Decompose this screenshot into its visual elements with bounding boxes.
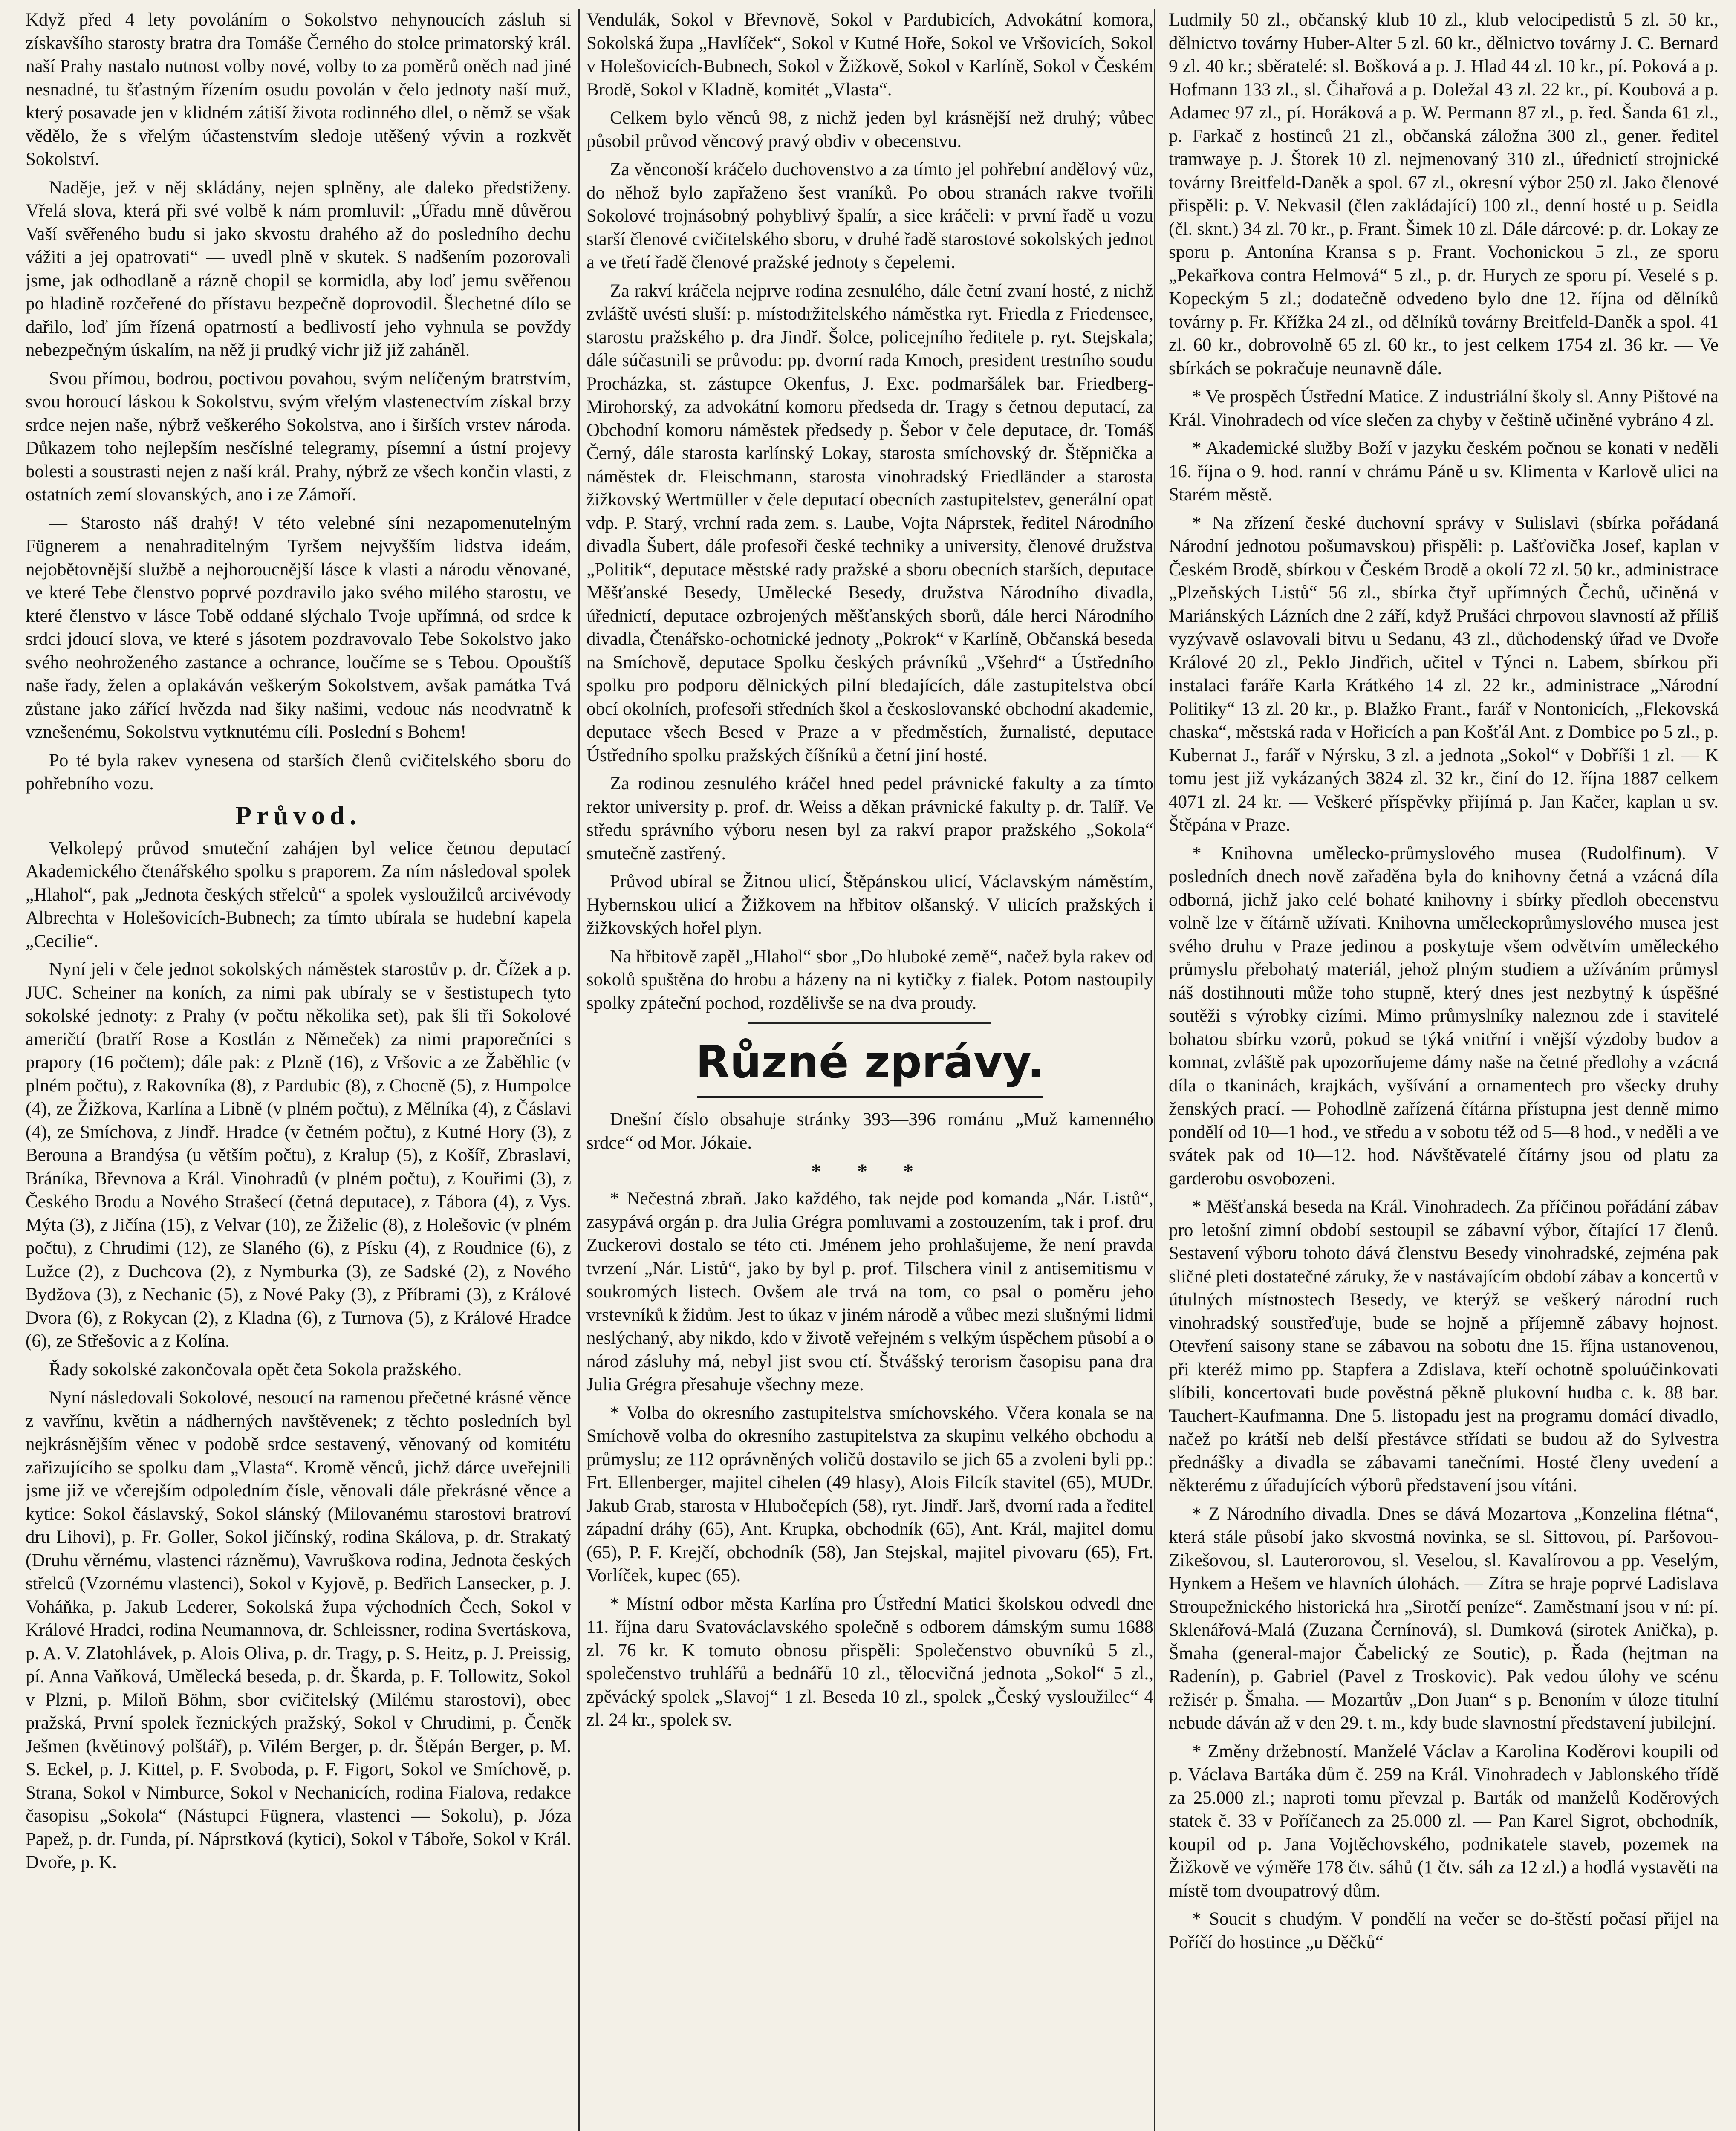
article-paragraph: Za věnconoší kráčelo duchovenstvo a za tímto jel pohřební andělový vůz, do něhož bylo zapřaženo šest vraníků. Po obou stranách rakve tvořili Sokolové trojnásobný pohyblivý špalír, a sice kráčeli: v první řadě u vozu starší členové cvičitelského sboru, v druhé řadě starostové sokolských jednot a ve třetí řadě členové pražské jednoty s čepelemi. [586,159,1153,272]
section-heading-ruzne-zpravy: Různé zprávy. [696,1036,1044,1088]
news-item: * Soucit s chudým. V pondělí na večer se do-štěstí počasí přijel na Poříčí do hostince „u Děčků“ [1169,1909,1719,1952]
article-paragraph: Vendulák, Sokol v Břevnově, Sokol v Pardubicích, Advokátní komora, Sokolská župa „Havlíček“, Sokol v Kutné Hoře, Sokol ve Vršovicích, Sokol v Holešovicích-Bubnech, Sokol v Žižkově, Sokol v Karlíně, Sokol v Českém Brodě, Sokol v Kladně, komitét „Vlasta“. [586,10,1153,100]
article-paragraph: Průvod ubíral se Žitnou ulicí, Štěpánskou ulicí, Václavským náměstím, Hybernskou ulicí a Žižkovem na hřbitov olšanský. V ulicích pražských i žižkovských hořel plyn. [586,872,1153,938]
article-paragraph: Naděje, jež v něj skládány, nejen splněny, ale daleko předstiženy. Vřelá slova, která při své volbě k nám promluvil: „Úřadu mně důvěrou Vaší svěřeného budu si jako skvostu drahého až do posledního dechu vážiti a jej opatrovati“ — uvedl plně v skutek. S nadšením pozorovali jsme, jak odhodlaně a rázně chopil se kormidla, aby loď jemu svěřenou po hladině rozčeřené do přístavu bezpečně doprovodil. Šlechetné dílo se dařilo, loď jím řízená opatrností a bedlivostí jeho vyhnula se povždy nebezpečným úskalím, na něž ji prudký vichr již již zaháněl. [26,177,571,360]
article-paragraph: Velkolepý průvod smuteční zahájen byl velice četnou deputací Akademického čtenářského spolku s praporem. Za ním následoval spolek „Hlahol“, pak „Jednota českých střelců“ a spolek vysloužilců arcivévody Albrechta v Holešovicích-Bubnech; za tímto ubírala se hudební kapela „Cecilie“. [26,838,571,951]
news-item: * Měšťanská beseda na Král. Vinohradech. Za příčinou pořádání zábav pro letošní zimní období sestoupil se zábavní výbor, čítající 17 členů. Sestavení výboru tohoto dává členstvu Besedy vinohradské, zejména pak sličné pleti dostatečné záruky, že v nastávajícím období zábav a koncertů v útulných místnostech Besedy, ve kterýž se veškerý národní ruch vinohradský soustřeďuje, bude se hojně a příjemně zábavy hojnost. Otevření saisony stane se zábavou na sobotu dne 15. října ustanovenou, při kteréž mimo pp. Stapfera a Zdislava, kteří ochotně spoluúčinkovati slíbili, koncertovati bude pověstná pěkně plukovní hudba c. k. 88 bar. Tauchert-Kaufmanna. Dne 5. listopadu jest na programu domácí divadlo, načež po krátší neb delší přestávce střídati se budou až do Sylvestra přednášky a divadla se zábavami tanečními. Hosté členy uvedení a některému z úřadujících výborů představení jsou vítáni. [1169,1197,1719,1496]
news-item: * Na zřízení české duchovní správy v Sulislavi (sbírka pořádaná Národní jednotou pošumavskou) přispěli: p. Lašťovička Josef, kaplan v Českém Brodě, sbírkou v Českém Brodě a okolí 72 zl. 50 kr., administrace „Plzeňských Listů“ 56 zl., sbírka čtyř upřímných Čechů, učiněná v Mariánských Lázních dne 2 září, když Prušáci chrpovou slavností až příliš vyzývavě oslavovali bitvu u Sedanu, 43 zl., důchodenský úřad ve Dvoře Králové 20 zl., Peklo Jindřich, učitel v Týnci n. Labem, sbírkou při instalaci faráře Karla Krátkého 14 zl. 22 kr., administrace „Národní Politiky“ 13 zl. 20 kr., p. Blažko Frant., farář v Nontonicích, „Flekovská chaska“, městská rada v Hořicích a pan Košťál Ant. z Dombice po 5 zl., p. Kubernat J., farář v Nýrsku, 3 zl. a jednota „Sokol“ v Dobříši 1 zl. — K tomu jest již vykázaných 3824 zl. 32 kr., činí do 12. října 1887 celkem 4071 zl. 24 kr. — Veškeré příspěvky přijímá p. Jan Kačer, kaplan u sv. Štěpána v Praze. [1169,513,1719,835]
intro-paragraph: Dnešní číslo obsahuje stránky 393—396 románu „Muž kamenného srdce“ od Mor. Jókaie. [586,1109,1153,1153]
news-item: Ludmily 50 zl., občanský klub 10 zl., klub velocipedistů 5 zl. 50 kr., dělnictvo továrny Huber-Alter 5 zl. 60 kr., dělnictvo továrny J. C. Bernard 9 zl. 40 kr.; sběratelé: sl. Bošková a p. J. Hlad 44 zl. 10 kr., pí. Poková a p. Hofmann 133 zl., sl. Čihařová a p. Doležal 43 zl. 22 kr., pí. Koubová a p. Adamec 97 zl., pí. Horáková a p. W. Permann 87 zl., p. řed. Šanda 61 zl., p. Farkač z hostinců 21 zl., občanská záložna 300 zl., gener. ředitel tramwaye p. J. Štorek 10 zl. nejmenovaný 310 zl., úřednictí strojnické továrny Breitfeld-Daněk a spol. 67 zl., okresní výbor 250 zl. Jako členové přispěli: p. V. Nekvasil (člen zakládající) 100 zl., denní hosté u p. Seidla (čl. sknt.) 34 zl. 70 kr., p. Frant. Šimek 10 zl. Dále dárcové: p. dr. Lokay ze sporu p. Antonína Kransa s p. Frant. Vochonickou 5 zl., ze sporu „Pekařkova contra Helmová“ 5 zl., p. dr. Hurych ze sporu pí. Veselé s p. Kopeckým 5 zl.; dodatečně odvedeno bylo dne 12. října od dělníků továrny p. Fr. Křížka 24 zl., od dělníků továrny Breitfeld-Daněk a spol. 41 zl. 60 kr., dobrovolně 65 zl. 60 kr., to jest celkem 1754 zl. 36 kr. — Ve sbírkách se pokračuje neunavně dále. [1169,10,1719,378]
section-heading: Průvod. [235,801,361,830]
column-2 [586,9,1153,2131]
article-paragraph: Nyní následovali Sokolové, nesoucí na ramenou přečetné krásné věnce z vavřínu, květin a nádherných navštěvenek; z těchto posledních byl nejkrásnějším věnec v podobě srdce sestavený, věnovaný od komitétu zařizujícího se spolku dam „Vlasta“. Kromě věnců, jichž dárce uveřejnili jsme již ve včerejším odpoledním čísle, věnovali dále překrásné věnce a kytice: Sokol čáslavský, Sokol slánský (Milovanému starostovi bratroví dru Lihovi), p. Fr. Goller, Sokol jičínský, rodina Skálova, p. dr. Strakatý (Druhu věrnému, vlastenci rázněmu), Vavruškova rodina, Jednota českých střelců (Vzornému vlastenci), Sokol v Kyjově, p. Bedřich Lansecker, p. J. Voháňka, p. Jakub Lederer, Sokolská župa východních Čech, Sokol v Králové Hradci, rodina Neumannova, dr. Schleissner, rodina Svertáskova, p. A. V. Zlatohlávek, p. Alois Oliva, p. dr. Tragy, p. S. Heitz, p. J. Preissig, pí. Anna Vaňková, Umělecká beseda, p. dr. Škarda, p. F. Tollowitz, Sokol v Plzni, p. Miloň Böhm, sbor cvičitelský (Milému starostovi), obec pražská, První spolek řeznických pražský, Sokol v Chrudimi, p. Čeněk Ješmen (květinový polštář), p. Vilém Berger, p. dr. Štěpán Berger, p. M. S. Eckel, p. J. Kittel, p. F. Svoboda, p. F. Figort, Sokol ve Smíchově, p. Strana, Sokol v Nimburce, Sokol v Nechanicích, rodina Fialova, redakce časopisu „Sokola“ (Nástupci Fügnera, vlastenci — Sokolu), p. Józa Papež, p. dr. Funda, pí. Náprstková (kytici), Sokol v Táboře, Sokol v Král. Dvoře, p. K. [26,1388,571,1872]
article-paragraph: Za rakví kráčela nejprve rodina zesnulého, dále četní zvaní hosté, z nichž zvláště uvésti sluší: p. místodržitelského náměstka ryt. Friedla z Friedensee, starostu pražského p. dra Jindř. Šolce, policejního ředitele p. ryt. Stejskala; dále súčastnili se průvodu: pp. dvorní rada Kmoch, president trestního soudu Procházka, st. zástupce Okenfus, J. Exc. podmaršálek bar. Friedberg-Mirohorský, za advokátní komoru předseda dr. Tragy s četnou deputací, za Obchodní komoru náměstek předsedy p. Šebor v čele deputace, dr. Tomáš Černý, dále starosta karlínský Lokay, starosta smíchovský dr. Štěpnička a náměstek dr. Fleischmann, starosta vinohradský Friedländer a starosta žižkovský Wertmüller v čele deputací obecních zastupitelstev, generální opat vdp. P. Starý, vrchní rada zem. s. Laube, Vojta Náprstek, ředitel Národního divadla Šubert, dále profesoři české techniky a university, členové družstva „Politik“, deputace městské rady pražské a sboru obecních starších, deputace Měšťanské Besedy, Umělecké Besedy, družstva Národního divadla, úřednictí, deputace ozbrojených měšťanských sborů, dále herci Národního divadla, Čtenářsko-ochotnické jednoty „Pokrok“ v Karlíně, Občanská beseda na Smíchově, deputace Spolku českých právníků „Všehrd“ a Ústředního spolku pro podporu dělnických pilní bledajících, dále zastupitelstva obcí obcí okolních, profesoři středních škol a českoslovanské obchodní akademie, deputace všech Besed v Praze a v předměstích, žurnalisté, deputace Ústředního spolku pražských číšníků a četní jiní hosté. [586,280,1153,765]
article-paragraph: Když před 4 lety povoláním o Sokolstvo nehynoucích zásluh si získavšího starosty bratra dra Tomáše Černého do stolce primatorský král. naší Prahy nastalo nutnost volby nové, volby to za poměrů oněch nad jiné nesnadné, tu šťastným řízením osudu povolán v čelo jednoty naší muž, který posavade jen v klidném zátiší života rodinného dlel, o němž se však vědělo, že s vřelým účastenstvím sledoje utěšený vývin a rozkvět Sokolství. [26,10,571,169]
news-item: * Nečestná zbraň. Jako každého, tak nejde pod komanda „Nár. Listů“, zasypává orgán p. dra Julia Grégra pomluvami a zostouzením, tak i prof. dru Zuckerovi dostalo se této cti. Jménem jeho prohlašujeme, že není pravda tvrzení „Nár. Listů“, jako by byl p. prof. Tilschera vinil z antisemitismu v soukromých listech. Ovšem ale trvá na tom, co psal o poměru jeho vrstevníků k židům. Jest to úkaz v jiném národě a vůbec mezi slušnými lidmi neslýchaný, aby nikdo, kdo v životě veřejném s velkým úspěchem působí a o národ zásluhy má, nebyl jist svou ctí. Štvášský terorism časopisu pana dra Julia Grégra přesahuje všechny meze. [586,1189,1153,1395]
separator-rule [748,1022,991,1024]
news-item: * Místní odbor města Karlína pro Ústřední Matici školskou odvedl dne 11. října daru Svatováclavského společně s odborem dámským sumu 1688 zl. 76 kr. K tomuto obnosu přispěli: Společenstvo obuvníků 5 zl., společenstvo truhlářů a bednářů 10 zl., tělocvičná jednota „Sokol“ 5 zl., zpěvácký spolek „Slavoj“ 1 zl. Beseda 10 zl., spolek „Český vysloužilec“ 4 zl. 24 kr., spolek sv. [586,1594,1153,1730]
news-item: * Z Národního divadla. Dnes se dává Mozartova „Konzelina flétna“, která stále působí jako skvostná novinka, se sl. Sittovou, pí. Paršovou-Zikešovou, sl. Lauterorovou, sl. Veselou, sl. Kavalírovou a pp. Veselým, Hynkem a Hešem ve hlavních úlohách. — Zítra se hraje poprvé Ladislava Stroupežnického historická hra „Sirotčí peníze“. Zaměstnaní jsou v ní: pí. Sklenářová-Malá (Zuzana Černínová), sl. Dumková (sirotek Anička), p. Šmaha (general-major Čabelický ze Soutic), p. Řada (hejtman na Radenín), p. Gabriel (Pavel z Troskovic). Pak vedou úlohy ve scénu režisér p. Šmaha. — Mozartův „Don Juan“ s p. Benoním v úloze titulní nebude dáván až v den 29. t. m., kdy bude slavnostní představení jubilejní. [1169,1504,1719,1733]
news-item: * Ve prospěch Ústřední Matice. Z industriální školy sl. Anny Pištové na Král. Vinohradech od více slečen za chyby v češtině učiněné vybráno 4 zl. [1169,387,1719,430]
article-paragraph: Nyní jeli v čele jednot sokolských náměstek starostův p. dr. Čížek a p. JUC. Scheiner na koních, za nimi pak ubíraly se v šestistupech tyto sokolské jednoty: z Prahy (v počtu několika set), pak šli tři Sokolové američtí (bratří Rose a Kostlán z Němeček) za nimi praporečníci s prapory (16 počtem); dále pak: z Plzně (16), z Vršovic a ze Žaběhlic (v plném počtu), z Rakovníka (8), z Pardubic (8), z Chocně (5), z Humpolce (4), ze Žižkova, Karlína a Libně (v plném počtu), z Mělníka (4), z Čáslavi (4), ze Smíchova, z Jindř. Hradce (v četném počtu), z Kutné Hory (3), z Berouna a Brandýsa (u větším počtu), z Kralup (5), z Košíř, Zbraslavi, Bráníka, Břevnova a Král. Vinohradů (v plném počtu), z Kouřimi (3), z Českého Brodu a Nového Strašecí (četná deputace), z Tábora (4), z Vys. Mýta (3), z Jičína (15), z Velvar (10), ze Žiželic (8), z Holešovic (v plném počtu), z Chrudimi (12), ze Slaného (6), z Písku (4), z Roudnice (6), z Lužce (2), z Duchcova (2), z Nymburka (3), ze Sadské (2), z Nového Bydžova (3), z Nechanic (5), z Nové Paky (3), z Příbrami (3), z Králové Dvora (6), z Rokycan (2), z Kladna (6), z Turnova (5), z Králové Hradce (6), ze Střešovic a z Kolína. [26,959,571,1351]
column-3 [1169,9,1719,2131]
column-1 [26,9,571,2131]
article-paragraph: Po té byla rakev vynesena od starších členů cvičitelského sboru do pohřebního vozu. [26,750,571,794]
news-item: * Knihovna umělecko-průmyslového musea (Rudolfinum). V posledních dnech nově zařaděna byla do knihovny četná a vzácná díla odborná, jichž jako celé bohaté knihovny i sbírky předloh obecenstvu volně lze v čítárně užívati. Knihovna uměleckoprůmyslového musea jest svého druhu v Praze jedinou a poskytuje všem odvětvím uměleckého průmyslu přebohatý materiál, jehož plným studiem a užíváním průmysl náš dostihnouti může toho stupně, který dnes jest nezbytný k úspěšné soutěži s výrobky cizími. Mimo průmyslníky naleznou zde i stavitelé bohatou sbírku vzorů, pokud se týká vnitřní i vnější výzdoby budov a komnat, zvláště pak upozorňujeme dámy naše na četné předlohy a vzácná díla o tkaninách, krajkách, vyšívání a ornamentech pro všecky druhy ženských prací. — Pohodlně zařízená čítárna přístupna jest denně mimo pondělí od 10—1 hod., ve středu a v sobotu též od 5—8 hod., v neděli a ve svátek pak od 10—12. hod. Návštěvatelé čítárny jsou od platu za garderobu osvobozeni. [1169,843,1719,1189]
news-item: * Změny držebností. Manželé Václav a Karolina Koděrovi koupili od p. Václava Bartáka dům č. 259 na Král. Vinohradech v Jablonského třídě za 25.000 zl.; naproti tomu převzal p. Barták od manželů Koděrových statek č. 33 v Poříčanech za 25.000 zl. — Pan Karel Sigrot, obchodník, koupil od p. Jana Vojtěchovského, podnikatele staveb, pozemek na Žižkově ve výměře 178 čtv. sáhů (1 čtv. sáh za 12 zl.) a hodlá vystavěti na místě tom dvoupatrový dům. [1169,1741,1719,1901]
news-item: * Akademické služby Boží v jazyku českém počnou se konati v neděli 16. října o 9. hod. ranní v chrámu Páně u sv. Klimenta v Karlově ulici na Starém městě. [1169,438,1719,505]
article-paragraph: Celkem bylo věnců 98, z nichž jeden byl krásnější než druhý; vůbec působil průvod věncový pravý obdiv v obecenstvu. [586,108,1153,151]
heading-underline [697,1096,1043,1098]
article-paragraph: Za rodinou zesnulého kráčel hned pedel právnické fakulty a za tímto rektor university p. prof. dr. Weiss a děkan právnické fakulty p. dr. Talíř. Ve středu správního výboru nesen byl za rakví prapor pražského „Sokola“ smutečně zastřený. [586,774,1153,863]
article-paragraph: Na hřbitově zapěl „Hlahol“ sbor „Do hluboké země“, načež byla rakev od sokolů spuštěna do hrobu a házeny na ni kytičky z fialek. Potom nastoupily spolky zpáteční pochod, rozdělivše se na dva proudy. [586,946,1153,1013]
article-paragraph: — Starosto náš drahý! V této velebné síni nezapomenutelným Fügnerem a nenahraditelným Tyršem nejvyšším lidstva ideám, nejobětovnější službě a nejhoroucnější lásce k vlasti a národu věnované, ve které Tebe členstvo poprvé pozdravilo jako svého milého starostu, ve které členstvo v lásce Tobě oddané slýchalo Tvoje upřímná, od srdce k srdci jdoucí slova, ve které s jásotem pozdravovalo Tebe Sokolstvo jako svého neohroženého zastance a ochrance, loučíme se s Tebou. Opouštíš naše řady, želen a oplakáván veškerým Sokolstvem, avšak památka Tvá zůstane jako zářící hvězda nad šiky našimi, vedouc nás neodvratně k vznešenému, Sokolstvu vytknutému cíli. Poslední s Bohem! [26,513,571,742]
column-grid [26,9,1719,2131]
article-paragraph: Řady sokolské zakončovala opět četa Sokola pražského. [49,1359,462,1380]
asterisk-divider: * * * [811,1160,929,1183]
news-item: * Volba do okresního zastupitelstva smíchovského. Včera konala se na Smíchově volba do okresního zastupitelstva za skupinu velkého obchodu a průmyslu; ze 112 oprávněných voličů dostavilo se jich 65 a zvoleni byli pp.: Frt. Ellenberger, majitel cihelen (49 hlasy), Alois Filcík stavitel (65), MUDr. Jakub Grab, starosta v Hlubočepích (58), ryt. Jindř. Jarš, dvorní rada a ředitel západní dráhy (65), Ant. Krupka, obchodník (65), Ant. Král, majitel domu (65), P. F. Krejčí, obchodník (58), Jan Stejskal, majitel pivovaru (65), Frt. Vorlíček, kupec (65). [586,1403,1153,1585]
article-paragraph: Svou přímou, bodrou, poctivou povahou, svým nelíčeným bratrstvím, svou horoucí láskou k Sokolstvu, svým vřelým vlastenectvím získal brzy srdce nejen naše, nýbrž veškerého Sokolstva, ano i širších vrstev národa. Důkazem toho nejlepším nesčíslné telegramy, písemní a ústní projevy bolesti a soustrasti nejen z naší král. Prahy, nýbrž ze všech končin vlasti, z ostatních zemí slovanských, ano i ze Zámoří. [26,368,571,505]
